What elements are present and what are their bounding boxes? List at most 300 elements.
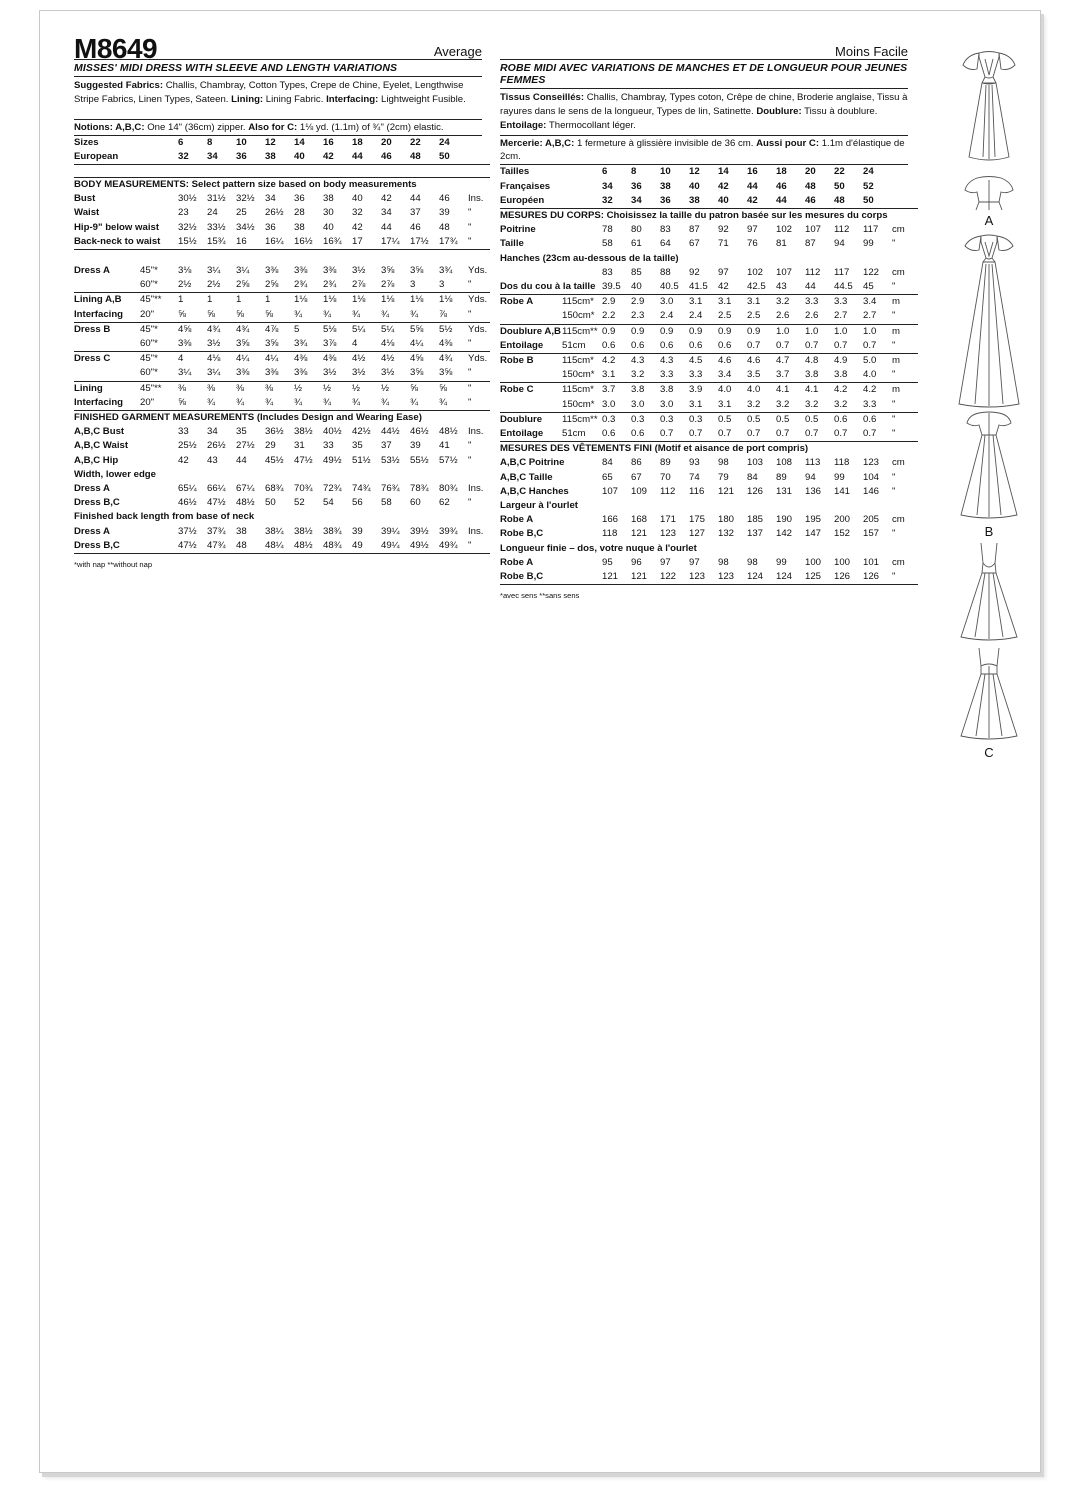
table-cell: 185 xyxy=(747,514,764,526)
table-cell: 48¼ xyxy=(265,539,294,554)
table-cell: " xyxy=(468,440,472,452)
table-cell: ⅜ xyxy=(236,382,245,394)
table-cell xyxy=(140,150,178,165)
yardage-row xyxy=(74,381,490,396)
table-cell: ⅝ xyxy=(178,308,207,323)
table-cell: 0.3 xyxy=(602,413,616,425)
french-header xyxy=(500,11,908,60)
table-cell: Robe A xyxy=(500,556,534,568)
table-cell: 24 xyxy=(863,166,874,178)
table-cell: 10 xyxy=(660,166,671,178)
table-cell: A,B,C Waist xyxy=(74,440,129,452)
spacer-row xyxy=(74,165,490,178)
table-cell: 20" xyxy=(140,308,178,323)
notions-line xyxy=(74,119,482,136)
table-cell: 131 xyxy=(776,485,793,497)
table-cell: 113 xyxy=(805,457,821,469)
table-cell xyxy=(500,398,562,413)
table-cell: 3.2 xyxy=(776,296,790,308)
table-cell: 37½ xyxy=(178,525,197,537)
table-cell: 109 xyxy=(631,485,648,497)
table-cell: 4.0 xyxy=(718,384,732,396)
table-cell: 8 xyxy=(631,166,637,178)
table-cell: 50 xyxy=(439,150,468,165)
table-cell: 3.2 xyxy=(747,398,776,413)
table-cell: 15¾ xyxy=(207,235,236,250)
table-cell xyxy=(140,439,178,453)
table-cell: 89 xyxy=(776,471,787,483)
table-cell: cm xyxy=(892,224,905,236)
table-cell: 4½ xyxy=(381,353,395,365)
table-cell: 49 xyxy=(352,539,381,554)
fabrics-label-fr: Tissus Conseillés: xyxy=(500,92,585,103)
table-cell: 2.9 xyxy=(602,296,616,308)
body-measurements-heading-fr xyxy=(500,209,918,224)
table-cell: 52 xyxy=(294,497,305,509)
table-cell: 47½ xyxy=(294,454,313,466)
table-cell: 3.0 xyxy=(602,398,631,413)
lining-label-fr: Doublure: xyxy=(756,105,802,117)
table-cell: 1.0 xyxy=(805,325,819,337)
table-cell: ¾ xyxy=(410,308,439,323)
table-cell: 60"* xyxy=(140,278,178,293)
yardage-row xyxy=(74,264,490,278)
table-cell: 80 xyxy=(631,224,642,236)
table-cell: 67¼ xyxy=(236,483,255,495)
difficulty-level: Average xyxy=(433,44,482,59)
table-cell: 3⅝ xyxy=(439,366,468,381)
table-cell: 3.8 xyxy=(805,368,834,383)
table-cell: 3.1 xyxy=(689,296,703,308)
nap-footnote-fr: *avec sens **sans sens xyxy=(500,591,580,601)
table-cell: 0.9 xyxy=(660,325,674,337)
table-cell: Dress B,C xyxy=(74,539,140,554)
table-cell: Dress A xyxy=(74,525,110,537)
width-row-fr xyxy=(500,527,918,541)
table-cell: 15½ xyxy=(178,235,207,250)
width-row xyxy=(74,482,490,496)
table-cell: " xyxy=(892,485,896,497)
pattern-back-sheet xyxy=(39,10,1041,1473)
table-cell: Yds. xyxy=(468,353,488,365)
table-cell: 0.7 xyxy=(747,427,776,442)
table-cell: 2½ xyxy=(178,278,207,293)
table-cell xyxy=(562,237,602,251)
table-cell: " xyxy=(468,308,490,323)
table-cell: 4⅜ xyxy=(439,337,468,352)
table-cell: 44 xyxy=(805,280,834,295)
table-cell: Largeur à l'ourlet xyxy=(500,500,578,512)
french-column xyxy=(500,11,908,600)
table-cell: 146 xyxy=(863,485,880,497)
table-cell: 46 xyxy=(410,221,421,233)
table-cell: 4⅝ xyxy=(178,323,192,335)
table-cell: 47½ xyxy=(178,539,207,554)
table-cell: 123 xyxy=(718,570,747,585)
table-cell: cm xyxy=(892,556,905,568)
table-cell: ¾ xyxy=(410,396,439,411)
table-cell: 3.8 xyxy=(834,368,863,383)
table-cell: cm xyxy=(892,266,905,278)
table-cell: 81 xyxy=(776,238,787,250)
table-cell xyxy=(500,368,562,383)
table-cell: 3¼ xyxy=(236,265,250,277)
table-cell: 34 xyxy=(265,193,276,205)
table-cell: 41 xyxy=(439,440,450,452)
table-cell: 4.3 xyxy=(631,355,645,367)
table-cell: 40.5 xyxy=(660,280,689,295)
table-cell: 40 xyxy=(689,180,700,192)
yardage-row xyxy=(74,366,490,381)
table-cell: 64 xyxy=(660,238,671,250)
table-cell: 80¾ xyxy=(439,483,458,495)
table-cell: 122 xyxy=(660,570,689,585)
table-cell: " xyxy=(468,337,490,352)
notions-c-text-fr: 1.1m d'élastique de 2cm. xyxy=(500,138,905,163)
table-cell: 1⅛ xyxy=(352,294,366,306)
table-cell: 3⅝ xyxy=(410,265,424,277)
table-cell: 0.7 xyxy=(805,339,834,354)
sketch-view-c xyxy=(949,541,1029,646)
table-cell: 4.2 xyxy=(863,384,877,396)
sketch-view-c-back xyxy=(949,646,1029,760)
table-cell: 152 xyxy=(834,528,851,540)
table-cell: 88 xyxy=(660,266,671,278)
table-cell: 47¾ xyxy=(207,539,236,554)
table-cell: 86 xyxy=(631,457,642,469)
dress-c-rear-sketch xyxy=(949,646,1029,742)
view-sketches xyxy=(949,47,1029,760)
table-cell: 124 xyxy=(747,570,776,585)
spacer xyxy=(74,250,490,265)
table-cell: 0.9 xyxy=(602,325,616,337)
table-cell: 124 xyxy=(776,570,805,585)
table-cell: 40 xyxy=(294,150,323,165)
table-cell: 157 xyxy=(863,528,880,540)
table-cell: 45 xyxy=(863,280,892,295)
table-cell: 51cm xyxy=(562,427,602,442)
table-cell: European xyxy=(74,150,140,165)
table-cell xyxy=(562,513,602,527)
table-cell xyxy=(140,454,178,468)
table-cell: 17½ xyxy=(410,235,439,250)
european-sizes-row-fr xyxy=(500,194,918,209)
table-cell xyxy=(140,136,178,150)
table-cell xyxy=(562,570,602,585)
table-cell: 38 xyxy=(323,193,334,205)
body-row-fr xyxy=(500,223,918,237)
table-cell: 0.7 xyxy=(689,427,718,442)
table-cell: 38 xyxy=(689,194,718,209)
yardage-row-fr xyxy=(500,398,918,413)
table-cell: 51½ xyxy=(352,454,371,466)
table-cell: 40 xyxy=(631,280,660,295)
table-cell: 36 xyxy=(631,180,642,192)
table-cell: 52 xyxy=(863,180,874,192)
table-cell: 3½ xyxy=(352,366,381,381)
table-cell: 33 xyxy=(178,426,189,438)
table-cell: 3.2 xyxy=(776,398,805,413)
table-cell: Ins. xyxy=(468,426,484,438)
table-cell: 32½ xyxy=(178,221,197,233)
table-cell: 3.1 xyxy=(602,368,631,383)
table-cell: Dress B xyxy=(74,323,111,335)
table-cell: Longueur finie – dos, votre nuque à l'ourlet xyxy=(500,542,697,554)
table-cell: 0.6 xyxy=(834,413,848,425)
table-cell: 42½ xyxy=(352,426,371,438)
table-cell: Entoilage xyxy=(500,427,562,442)
table-cell: Taille xyxy=(500,238,524,250)
table-cell: Lining A,B xyxy=(74,294,122,306)
table-cell: Hip-9" below waist xyxy=(74,221,160,233)
table-cell: 4⅛ xyxy=(207,353,221,365)
table-cell: " xyxy=(468,382,472,394)
width-heading-fr xyxy=(500,499,918,513)
table-cell: " xyxy=(468,396,490,411)
table-cell: Robe B,C xyxy=(500,528,544,540)
table-cell: 102 xyxy=(776,224,793,236)
table-cell: 50 xyxy=(834,180,845,192)
table-cell: 112 xyxy=(834,224,850,236)
table-cell: 16 xyxy=(747,166,758,178)
table-cell: 3.1 xyxy=(718,296,732,308)
table-cell: 31½ xyxy=(207,193,226,205)
table-cell: 32 xyxy=(352,207,363,219)
table-cell: Sizes xyxy=(74,136,99,148)
table-cell: 57½ xyxy=(439,454,458,466)
table-cell: 72¾ xyxy=(323,483,342,495)
table-cell: Françaises xyxy=(500,180,551,192)
table-cell: 112 xyxy=(805,266,821,278)
table-cell: 0.5 xyxy=(718,413,732,425)
table-cell xyxy=(140,525,178,539)
table-cell: " xyxy=(892,398,918,413)
table-cell: 32 xyxy=(602,194,631,209)
notions-line-fr xyxy=(500,135,908,165)
table-cell: 126 xyxy=(863,570,892,585)
yardage-row-fr xyxy=(500,427,918,442)
table-cell: 175 xyxy=(689,514,706,526)
table-cell: 1.0 xyxy=(776,325,790,337)
table-cell: Interfacing xyxy=(74,396,140,411)
english-header xyxy=(74,11,482,64)
table-cell: Hanches (23cm au-dessous de la taille) xyxy=(500,252,679,264)
table-cell: 49¼ xyxy=(381,539,410,554)
table-cell: 4.8 xyxy=(805,355,819,367)
table-cell: 3⅝ xyxy=(410,366,439,381)
table-cell: 1.0 xyxy=(863,325,877,337)
table-cell: 3.8 xyxy=(631,384,645,396)
table-cell: 1⅛ xyxy=(410,294,424,306)
table-cell: 4⅞ xyxy=(265,323,279,335)
table-cell: 3¾ xyxy=(294,337,323,352)
table-cell: 2.7 xyxy=(834,309,863,324)
table-cell: 5⅝ xyxy=(410,323,424,335)
table-cell: 36 xyxy=(265,221,276,233)
yardage-row xyxy=(74,352,490,367)
table-cell: ¾ xyxy=(207,396,236,411)
table-cell: Robe A xyxy=(500,514,534,526)
table-cell: 33½ xyxy=(207,221,226,233)
table-cell: 166 xyxy=(602,514,619,526)
table-cell: 5¼ xyxy=(381,323,395,335)
table-cell: 4¼ xyxy=(236,353,250,365)
table-cell: 46 xyxy=(381,150,410,165)
finished-heading xyxy=(74,411,490,426)
table-cell xyxy=(562,471,602,485)
body-row xyxy=(74,206,490,220)
sketch-view-b xyxy=(949,232,1029,413)
table-cell: 0.7 xyxy=(863,339,892,354)
table-cell: " xyxy=(892,368,918,383)
table-cell: 20" xyxy=(140,396,178,411)
table-cell: Dress A xyxy=(74,483,110,495)
table-cell: 31 xyxy=(294,440,305,452)
table-cell: 65 xyxy=(602,471,613,483)
table-cell: 51cm xyxy=(562,339,602,354)
table-cell: 48 xyxy=(439,221,450,233)
european-sizes-row xyxy=(74,150,490,165)
table-cell: 3.9 xyxy=(689,384,703,396)
table-cell: 118 xyxy=(834,457,850,469)
table-cell: 115cm** xyxy=(562,413,598,425)
table-cell: 3⅜ xyxy=(294,366,323,381)
table-cell: 126 xyxy=(834,570,863,585)
table-cell: 0.5 xyxy=(776,413,790,425)
table-cell: 4.1 xyxy=(805,384,819,396)
table-cell: 42 xyxy=(747,194,776,209)
table-cell: 4½ xyxy=(352,353,366,365)
table-cell: 3.3 xyxy=(863,398,892,413)
dress-b-sketch xyxy=(949,232,1029,408)
table-cell xyxy=(562,556,602,570)
table-cell: 67 xyxy=(689,238,700,250)
table-cell: 123 xyxy=(689,570,718,585)
table-cell: 2¾ xyxy=(294,278,323,293)
table-cell: 5 xyxy=(294,323,300,335)
dress-c-sketch xyxy=(949,541,1029,641)
table-cell: 5.0 xyxy=(863,355,877,367)
table-cell: ⅝ xyxy=(410,382,419,394)
table-cell: " xyxy=(468,454,472,466)
table-cell: 3.1 xyxy=(689,398,718,413)
table-cell xyxy=(892,194,918,209)
table-cell: cm xyxy=(892,457,905,469)
table-cell: 45"** xyxy=(140,294,162,306)
table-cell: 50 xyxy=(863,194,892,209)
table-cell: 1 xyxy=(207,294,213,306)
table-cell: 49½ xyxy=(410,539,439,554)
table-cell: 58 xyxy=(602,238,613,250)
table-cell: 0.7 xyxy=(660,427,689,442)
table-cell: 3⅝ xyxy=(381,265,395,277)
table-cell: 85 xyxy=(631,266,642,278)
table-cell: 6 xyxy=(602,166,608,178)
table-cell: 70¾ xyxy=(294,483,313,495)
yardage-row-fr xyxy=(500,324,918,339)
table-cell: Entoilage xyxy=(500,339,562,354)
table-cell: 5¼ xyxy=(352,323,366,335)
table-cell: 3½ xyxy=(323,366,352,381)
table-cell: 2⅝ xyxy=(265,278,294,293)
table-cell: 2.5 xyxy=(747,309,776,324)
french-measurement-table xyxy=(500,165,918,585)
table-cell: 150cm* xyxy=(562,309,602,324)
table-cell: 48½ xyxy=(439,426,458,438)
table-cell: " xyxy=(468,221,472,233)
table-cell: 42.5 xyxy=(747,280,776,295)
table-cell: 37 xyxy=(381,440,392,452)
table-cell: 3.1 xyxy=(747,296,761,308)
table-cell: 2.9 xyxy=(631,296,645,308)
table-cell: 3.0 xyxy=(660,296,674,308)
table-cell: 8 xyxy=(207,136,213,148)
table-cell xyxy=(562,165,602,179)
table-cell: 38 xyxy=(294,221,305,233)
table-cell: 0.3 xyxy=(689,413,703,425)
table-cell: 1⅛ xyxy=(294,294,308,306)
sizes-row xyxy=(74,136,490,150)
table-cell: 79 xyxy=(718,471,729,483)
table-cell: 98 xyxy=(718,556,729,568)
table-cell: 33 xyxy=(323,440,334,452)
table-cell: A,B,C Poitrine xyxy=(500,457,565,469)
pattern-number: M8649 xyxy=(74,33,158,64)
table-cell: 3.3 xyxy=(805,296,819,308)
table-cell: 4 xyxy=(352,337,381,352)
lining-label: Lining: xyxy=(231,93,264,105)
table-cell: 39 xyxy=(410,440,421,452)
dress-a-sketch xyxy=(949,47,1029,177)
difficulty-level-fr: Moins Facile xyxy=(835,44,908,59)
yardage-row xyxy=(74,337,490,352)
table-cell: 121 xyxy=(631,570,660,585)
table-cell: 2⅝ xyxy=(236,278,265,293)
table-cell: A,B,C Hanches xyxy=(500,485,569,497)
table-cell: 39¾ xyxy=(439,525,458,537)
table-cell: 62 xyxy=(439,497,450,509)
table-cell: 95 xyxy=(602,556,613,568)
table-cell: 1 xyxy=(236,294,242,306)
table-cell: 107 xyxy=(602,485,619,497)
finished-row xyxy=(74,454,490,468)
table-cell: 65¼ xyxy=(178,483,197,495)
table-cell: ½ xyxy=(323,382,332,394)
table-cell: Dos du cou à la taille xyxy=(500,280,562,295)
table-cell: 4¾ xyxy=(236,323,250,335)
fabrics-paragraph xyxy=(74,77,482,110)
table-cell xyxy=(562,194,602,209)
table-cell: ⅝ xyxy=(439,382,448,394)
table-cell: 55½ xyxy=(410,454,429,466)
table-cell: Robe B xyxy=(500,355,534,367)
table-cell: 17 xyxy=(352,235,381,250)
table-cell: 98 xyxy=(747,556,758,568)
back-row-fr xyxy=(500,280,918,295)
table-cell: 40½ xyxy=(323,426,342,438)
table-cell: 96 xyxy=(631,556,642,568)
table-cell: Yds. xyxy=(468,265,488,277)
table-cell: 2⅞ xyxy=(381,278,410,293)
table-cell: 99 xyxy=(834,471,845,483)
table-cell: 18 xyxy=(352,136,363,148)
table-cell: 2.6 xyxy=(776,309,805,324)
table-cell: 3.2 xyxy=(631,368,660,383)
table-cell: 0.6 xyxy=(863,413,877,425)
table-cell: 121 xyxy=(718,485,735,497)
table-cell: " xyxy=(892,339,918,354)
table-cell: FINISHED GARMENT MEASUREMENTS (Includes Design and Wearing Ease) xyxy=(74,412,422,424)
